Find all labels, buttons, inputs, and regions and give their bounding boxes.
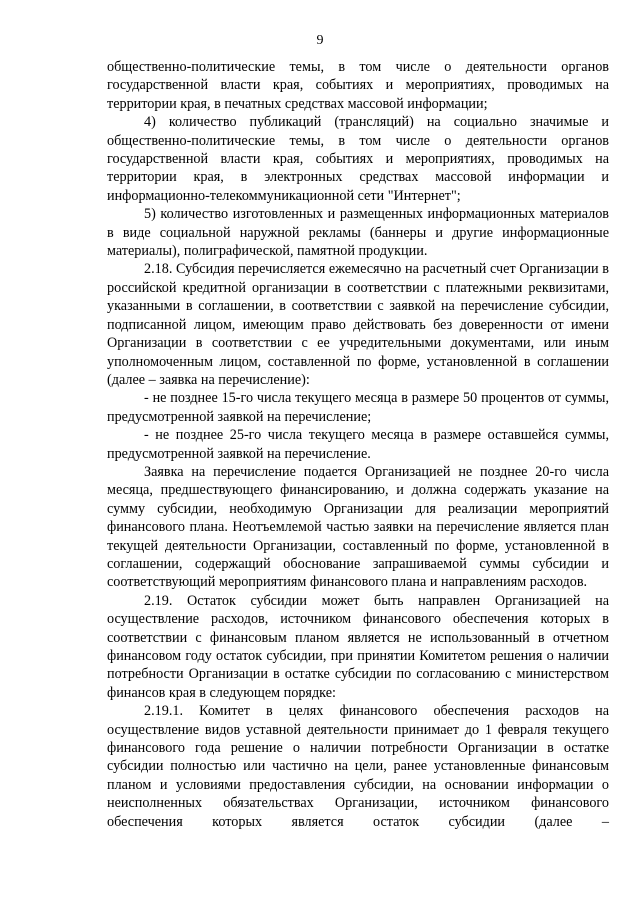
paragraph-2-19: 2.19. Остаток субсидии может быть направлен Организацией на осуществление расходов, источником финансового обеспечения которых в соответствии с финансовым планом является не использованный в отчетном финансовом году остаток субсидии, при принятии Комитетом решения о наличии потребности Организации в остатке субсидии по согласованию с министерством финансов края в следующем порядке: <box>107 592 609 701</box>
paragraph-2-19-1: 2.19.1. Комитет в целях финансового обеспечения расходов на осуществление видов уставной деятельности принимает до 1 февраля текущего финансового года решение о наличии потребности Организации в остатке субсидии полностью или частично на цели, ранее установленные финансовым планом и условиями предоставления субсидии, на основании информации о неисполненных обязательствах Организации, источником финансового обеспечения которых является остаток субсидии (далее – <box>107 703 609 830</box>
paragraph-dash-15: - не позднее 15-го числа текущего месяца в размере 50 процентов от суммы, предусмотренной заявкой на перечисление; <box>107 390 609 425</box>
page-number: 9 <box>316 33 324 48</box>
paragraph-item-4: 4) количество публикаций (трансляций) на социально значимые и общественно-политические темы, в том числе о деятельности органов государственной власти края, событиях и мероприятиях, проводимых на территории края, в электронных средствах массовой информации и информационно-телекоммуникационной сети "Интернет"; <box>107 114 609 204</box>
paragraph-item-5: 5) количество изготовленных и размещенных информационных материалов в виде социальной наружной рекламы (баннеры и другие информационные материалы), полиграфической, памятной продукции. <box>107 206 609 260</box>
paragraph-application: Заявка на перечисление подается Организацией не позднее 20-го числа месяца, предшествующего финансированию, и должна содержать указание на сумму субсидии, необходимую Организации для реализации мероприятий финансового плана. Неотъемлемой частью заявки на перечисление является план текущей деятельности Организации, составленный по форме, установленной в соглашении, содержащий обоснование запрашиваемой суммы субсидии и соответствующий мероприятиям финансового плана и направлениям расходов. <box>107 463 609 591</box>
document-body <box>107 58 609 831</box>
paragraph-dash-25: - не позднее 25-го числа текущего месяца в размере оставшейся суммы, предусмотренной заявкой на перечисление. <box>107 427 609 462</box>
paragraph-continuation: общественно-политические темы, в том числе о деятельности органов государственной власти края, событиях и мероприятиях, проводимых на территории края, в печатных средствах массовой информации; <box>107 59 609 112</box>
paragraph-2-18: 2.18. Субсидия перечисляется ежемесячно на расчетный счет Организации в российской кредитной организации в соответствии с платежными реквизитами, указанными в соглашении, в соответствии с заявкой на перечисление субсидии, подписанной лицом, имеющим право действовать без доверенности от имени Организации в соответствии с ее учредительными документами, или иным уполномоченным лицом, составленной по форме, установленной в соглашении (далее – заявка на перечисление): <box>107 261 609 388</box>
